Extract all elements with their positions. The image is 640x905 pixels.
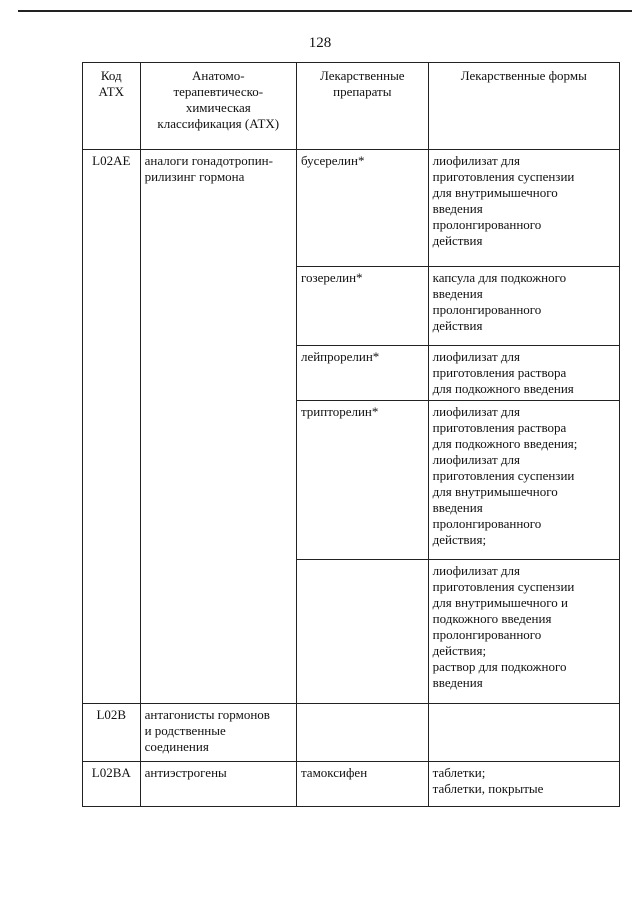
- cell-drug: [296, 560, 428, 704]
- cell-code: L02BA: [83, 762, 141, 807]
- cell-drug: тамоксифен: [296, 762, 428, 807]
- cell-classification: антагонисты гормонов и родственные соединения: [140, 704, 296, 762]
- top-rule: [18, 10, 632, 12]
- cell-drug: бусерелин*: [296, 150, 428, 267]
- cell-code: L02AE: [83, 150, 141, 704]
- cell-drug: [296, 704, 428, 762]
- table-row: [83, 150, 620, 267]
- page-number: 128: [308, 35, 332, 51]
- header-atc-code: Код АТХ: [83, 63, 141, 150]
- cell-forms: лиофилизат для приготовления суспензии для внутримышечного и подкожного введения пролонгированного действия; раствор для подкожного введения: [428, 560, 619, 704]
- header-dosage-forms: Лекарственные формы: [428, 63, 619, 150]
- table-row: [83, 762, 620, 807]
- header-atc-classification: Анатомо- терапевтическо- химическая классификация (АТХ): [140, 63, 296, 150]
- table-header-row: [83, 63, 620, 150]
- cell-classification: антиэстрогены: [140, 762, 296, 807]
- cell-forms: лиофилизат для приготовления раствора для подкожного введения: [428, 346, 619, 401]
- cell-forms: лиофилизат для приготовления суспензии для внутримышечного введения пролонгированного действия: [428, 150, 619, 267]
- cell-code: L02B: [83, 704, 141, 762]
- cell-drug: гозерелин*: [296, 267, 428, 346]
- table-row: [83, 704, 620, 762]
- header-drugs: Лекарственные препараты: [296, 63, 428, 150]
- cell-classification: аналоги гонадотропин- рилизинг гормона: [140, 150, 296, 704]
- cell-forms: таблетки; таблетки, покрытые: [428, 762, 619, 807]
- cell-forms: капсула для подкожного введения пролонгированного действия: [428, 267, 619, 346]
- cell-drug: лейпрорелин*: [296, 346, 428, 401]
- cell-forms: лиофилизат для приготовления раствора для подкожного введения; лиофилизат для приготовления суспензии для внутримышечного введения пролонгированного действия;: [428, 401, 619, 560]
- atc-table: [82, 62, 620, 807]
- cell-forms: [428, 704, 619, 762]
- cell-drug: трипторелин*: [296, 401, 428, 560]
